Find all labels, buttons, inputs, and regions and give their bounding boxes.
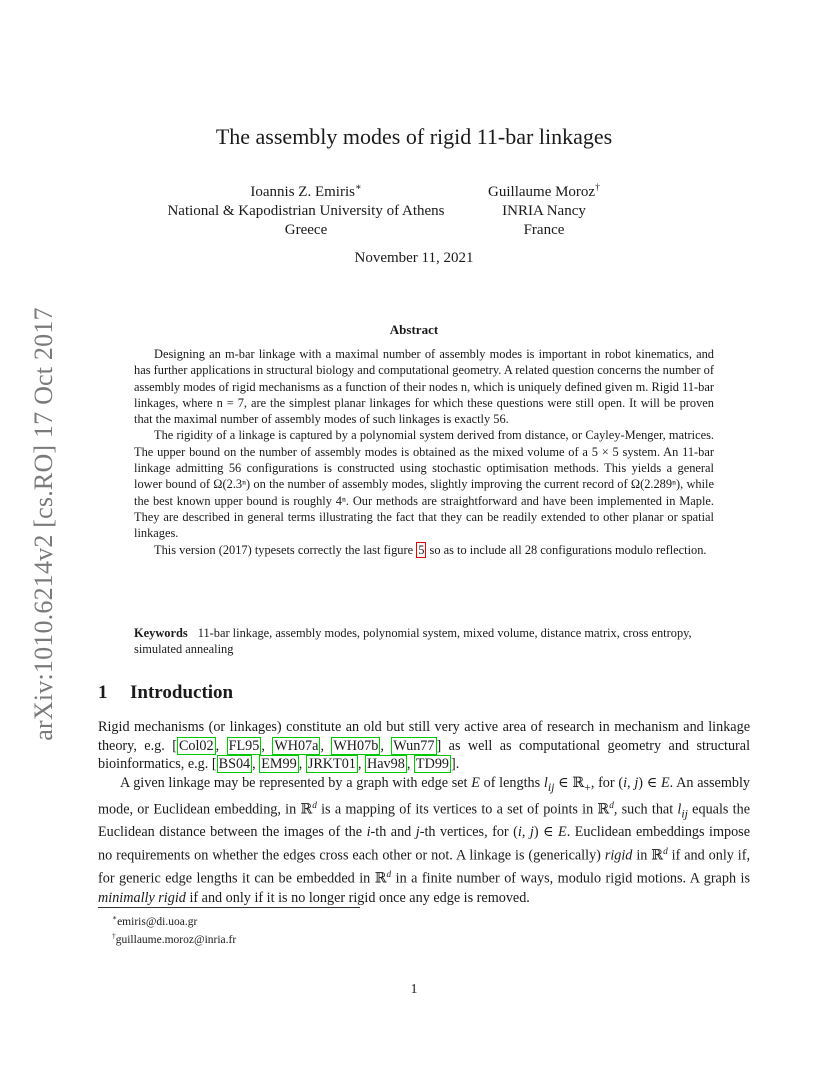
intro-paragraph-1: Rigid mechanisms (or linkages) constitute an old but still very active area of research in mechanism and linkage theory, e.g. [ Col02 , FL95 , WH07a , WH07b , Wun77 ] as well as computational geometry and structural bioinformatics, e.g. [ BS04 , EM99 , JRKT01 , Hav98 , TD99 ]. bbox=[98, 719, 751, 773]
abstract-paragraph-1: Designing an m-bar linkage with a maximal number of assembly modes is important in robot kinematics, and has further applications in structural biology and computational geometry. A related question concerns the number of assembly modes of rigid mechanisms as a function of their nodes n, which is uniquely defined given m. Rigid 11-bar linkages, where n = 7, are the simplest planar linkages for which these questions were still open. It will be proven that the maximal number of assembly modes of such linkages is exactly 56. bbox=[134, 347, 714, 427]
footnote-divider bbox=[98, 907, 360, 908]
author-affiliation-1: National & Kapodistrian University of Athens bbox=[167, 203, 445, 219]
citation-link[interactable]: Hav98 bbox=[367, 756, 405, 773]
publication-date: November 11, 2021 bbox=[354, 250, 474, 266]
footnote-mark-2[interactable]: † bbox=[595, 182, 600, 193]
author-affiliation-2: INRIA Nancy bbox=[502, 203, 586, 219]
author-country-2: France bbox=[523, 222, 565, 238]
section-title: Introduction bbox=[130, 682, 234, 703]
footnote-email-2[interactable]: guillaume.moroz@inria.fr bbox=[115, 933, 237, 946]
citation-link[interactable]: JRKT01 bbox=[307, 756, 356, 773]
intro-paragraph-2: A given linkage may be represented by a graph with edge set E of lengths $l_{ij}$ ∈ ℝ$_+$, for (i, j) ∈ E. An assembly mode, or Euclidean embedding, in ℝ$^d$ is a mapping of its vertices to a set of points in ℝ$^d$, such that $l_{ij}$ equals the Euclidean distance between the images of the i-th and j-th vertices, for (i, j) ∈ E. Euclidean embeddings impose no requirements on whether the edges cross each other or not. A linkage is (generically) rigid in ℝ$^d$ if and only if, for generic edge lengths it can be embedded in ℝ$^d$ in a finite number of ways, modulo rigid motions. A graph is minimally rigid if and only if it is no longer rigid once any edge is removed. bbox=[98, 774, 751, 906]
keywords-block bbox=[134, 625, 714, 658]
citation-link[interactable]: TD99 bbox=[415, 756, 450, 773]
abstract-paragraph-3: This version (2017) typesets correctly the last figure 5 so as to include all 28 configurations modulo reflection. bbox=[154, 542, 707, 557]
abstract-body bbox=[134, 346, 714, 558]
paper-title: The assembly modes of rigid 11-bar linkages bbox=[215, 124, 613, 149]
author-name-2: Guillaume Moroz bbox=[488, 184, 596, 200]
footnote-mark-1[interactable]: ∗ bbox=[354, 182, 362, 193]
citation-link[interactable]: BS04 bbox=[218, 756, 251, 773]
section-heading-introduction bbox=[98, 682, 233, 704]
keywords-list: 11-bar linkage, assembly modes, polynomial system, mixed volume, distance matrix, cross entropy, simulated annealing bbox=[134, 626, 692, 657]
citation-link[interactable]: Col02 bbox=[178, 737, 214, 754]
citation-link[interactable]: FL95 bbox=[228, 737, 260, 754]
abstract-paragraph-2: The rigidity of a linkage is captured by a polynomial system derived from distance, or Cayley-Menger, matrices. The upper bound on the number of assembly modes is obtained as the mixed volume of a 5 × 5 system. An 11-bar linkage admitting 56 configurations is constructed using stochastic optimisation methods. This yields a general lower bound of Ω(2.3ⁿ) on the number of assembly modes, slightly improving the current record of Ω(2.289ⁿ), while the best known upper bound is roughly 4ⁿ. Our methods are straightforward and have been implemented in Maple. They are described in general terms illustrating the fact that they can be readily extended to other planar or spatial linkages. bbox=[134, 428, 714, 541]
citation-link[interactable]: Wun77 bbox=[393, 737, 435, 754]
footnote-1: ∗emiris@di.uoa.gr bbox=[112, 913, 198, 928]
footnote-2: †guillaume.moroz@inria.fr bbox=[112, 931, 237, 946]
author-country-1: Greece bbox=[284, 222, 328, 238]
citation-link[interactable]: WH07a bbox=[274, 737, 319, 754]
keywords-label: Keywords bbox=[134, 626, 188, 640]
page-number: 1 bbox=[410, 982, 418, 997]
figure-reference-link[interactable]: 5 bbox=[418, 542, 425, 557]
citation-link[interactable]: WH07b bbox=[333, 737, 379, 754]
abstract-heading: Abstract bbox=[389, 322, 439, 337]
footnote-email-1[interactable]: emiris@di.uoa.gr bbox=[117, 915, 198, 928]
author-name-1: Ioannis Z. Emiris bbox=[250, 184, 355, 200]
section-number: 1 bbox=[98, 682, 108, 703]
author-block-2 bbox=[474, 178, 614, 240]
author-block-1 bbox=[130, 178, 482, 240]
citation-link[interactable]: EM99 bbox=[261, 756, 297, 773]
arxiv-identifier: arXiv:1010.6214v2 [cs.RO] 17 Oct 2017 bbox=[29, 307, 58, 741]
introduction-body bbox=[98, 718, 750, 907]
